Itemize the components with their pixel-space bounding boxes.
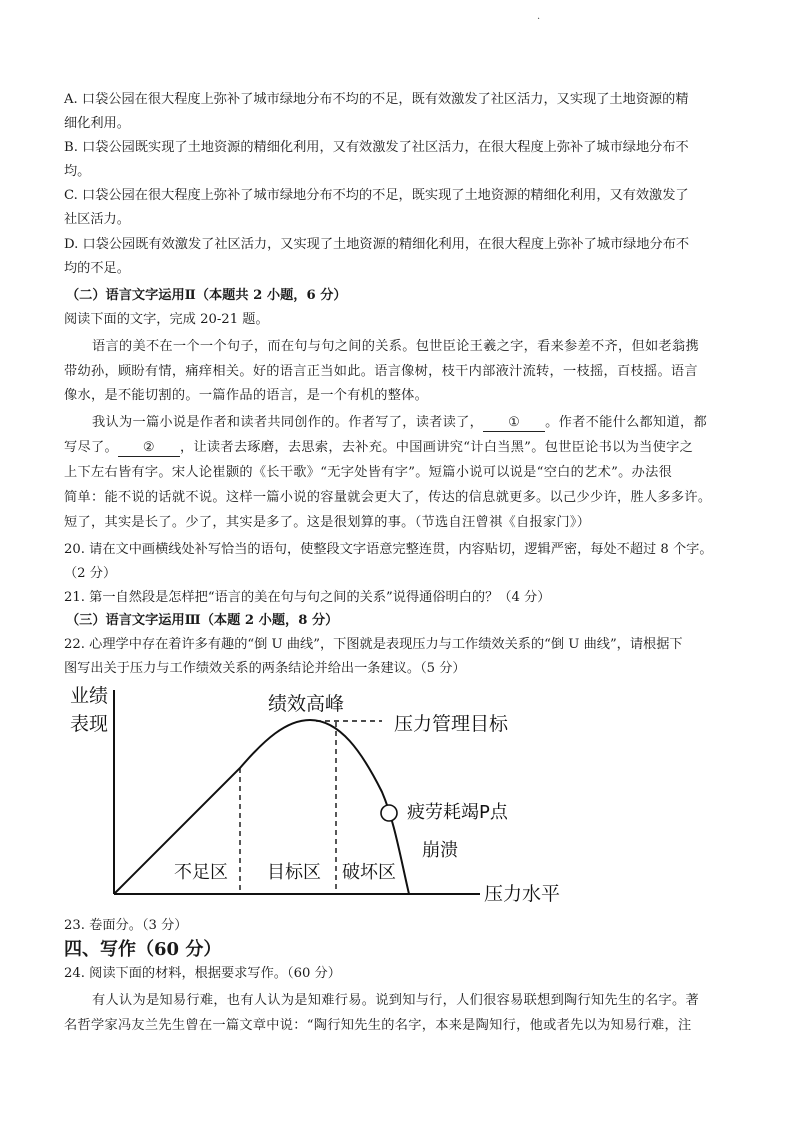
- question-22-line-2: 图写出关于压力与工作绩效关系的两条结论并给出一条建议。（5 分）: [64, 661, 466, 676]
- fatigue-point-marker: [381, 805, 397, 821]
- y-axis-label-2: 表现: [70, 713, 109, 735]
- x-axis-label: 压力水平: [484, 883, 561, 905]
- peak-label: 绩效高峰: [268, 693, 345, 715]
- question-20-line-2: （2 分）: [64, 566, 117, 581]
- passage-p2-text: 我认为一篇小说是作者和读者共同创作的。作者写了，读者读了，: [92, 415, 484, 430]
- question-20-line-1: 20. 请在文中画横线处补写恰当的语句，使整段文字语意完整连贯，内容贴切，逻辑严密，每处不超过 8 个字。: [64, 542, 713, 557]
- section-heading-2: （二）语言文字运用Ⅱ（本题共 2 小题，6 分）: [66, 288, 347, 303]
- section-heading-3: （三）语言文字运用Ⅲ（本题 2 小题，8 分）: [66, 613, 339, 628]
- target-label: 压力管理目标: [394, 713, 509, 735]
- zone-label-damage: 破坏区: [342, 862, 396, 883]
- material-line-1: 有人认为是知易行难，也有人认为是知难行易。说到知与行，人们很容易联想到陶行知先生的名字。著: [92, 993, 699, 1008]
- collapse-label: 崩溃: [422, 840, 458, 861]
- passage-p2-text: 。作者不能什么都知道，都: [545, 415, 707, 430]
- option-c-line-2: 社区活力。: [64, 212, 130, 227]
- passage-p1-line-3: 像水，是不能切割的。一篇作品的语言，是一个有机的整体。: [64, 388, 429, 403]
- option-b-line-2: 均。: [64, 164, 91, 179]
- passage-p2-line-2: [64, 438, 693, 458]
- passage-p1-line-1: 语言的美不在一个一个句子，而在句与句之间的关系。包世臣论王羲之字，看来参差不齐，但如老翁携: [92, 339, 699, 354]
- passage-p2-line-5: 短了，其实是长了。少了，其实是多了。这是很划算的事。（节选自汪曾祺《自报家门》）: [64, 515, 591, 530]
- blank-1: ①: [483, 415, 545, 432]
- option-c-line-1: C. 口袋公园在很大程度上弥补了城市绿地分布不均的不足，既实现了土地资源的精细化利用，又有效激发了: [64, 188, 689, 203]
- question-23: 23. 卷面分。（3 分）: [64, 918, 188, 933]
- passage-p2-line-1: [92, 413, 707, 433]
- option-d-line-2: 均的不足。: [64, 261, 130, 276]
- y-axis-label-1: 业绩: [70, 685, 109, 707]
- section-heading-4: 四、写作（60 分）: [64, 939, 222, 960]
- passage-p2-text: ，让读者去琢磨，去思索，去补充。中国画讲究“计白当黑”。包世臣论书以为当使字之: [179, 440, 694, 455]
- question-21: 21. 第一自然段是怎样把“语言的美在句与句之间的关系”说得通俗明白的？（4 分）: [64, 590, 551, 605]
- fatigue-label: 疲劳耗竭P点: [407, 802, 508, 823]
- reading-intro: 阅读下面的文字，完成 20-21 题。: [64, 312, 269, 327]
- option-d-line-1: D. 口袋公园既有效激发了社区活力，又实现了土地资源的精细化利用，在很大程度上弥补了城市绿地分布不: [64, 237, 690, 252]
- blank-2: ②: [118, 440, 180, 457]
- passage-p2-line-4: 简单：能不说的话就不说。这样一篇小说的容量就会更大了，传达的信息就更多。以己少少许，胜人多多许。: [64, 490, 712, 505]
- question-24: 24. 阅读下面的材料，根据要求写作。（60 分）: [64, 966, 341, 981]
- passage-p2-text: 写尽了。: [64, 440, 118, 455]
- option-a-line-2: 细化利用。: [64, 116, 130, 131]
- passage-p1-line-2: 带幼孙，顾盼有情，痛痒相关。好的语言正当如此。语言像树，枝干内部液汁流转，一枝摇，百枝摇。语言: [64, 364, 698, 379]
- page-mark: ·: [537, 14, 541, 25]
- inverted-u-diagram: [64, 680, 584, 910]
- question-22-line-1: 22. 心理学中存在着许多有趣的“倒 U 曲线”，下图就是表现压力与工作绩效关系的“倒 U 曲线”，请根据下: [64, 637, 683, 652]
- passage-p2-line-3: 上下左右皆有字。宋人论崔颢的《长干歌》“无字处皆有字”。短篇小说可以说是“空白的艺术”。办法很: [64, 465, 673, 480]
- option-a-line-1: A. 口袋公园在很大程度上弥补了城市绿地分布不均的不足，既有效激发了社区活力，又实现了土地资源的精: [64, 92, 689, 107]
- zone-label-target: 目标区: [267, 862, 321, 883]
- option-b-line-1: B. 口袋公园既实现了土地资源的精细化利用，又有效激发了社区活力，在很大程度上弥补了城市绿地分布不: [64, 140, 689, 155]
- material-line-2: 名哲学家冯友兰先生曾在一篇文章中说：“陶行知先生的名字，本来是陶知行，他或者先以为知易行难，注: [64, 1018, 692, 1033]
- zone-label-insufficient: 不足区: [174, 862, 228, 883]
